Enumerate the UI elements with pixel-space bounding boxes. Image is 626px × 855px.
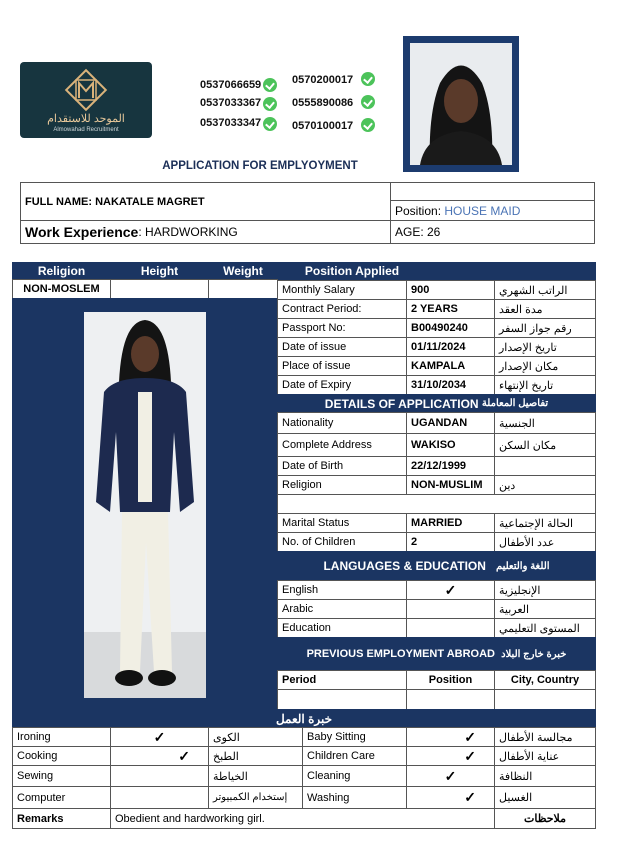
- address-label: Complete Address: [277, 433, 407, 457]
- expiry-date-arabic: تاريخ الإنتهاء: [494, 375, 596, 395]
- phone-number: 0555890086: [292, 97, 354, 109]
- education-check-icon: [406, 618, 495, 638]
- religion-value: NON-MOSLEM: [12, 279, 111, 299]
- period-column-header: Period: [277, 670, 407, 690]
- form-title: APPLICATION FOR EMPLYOYMENT: [162, 160, 358, 172]
- education-label: Education: [277, 618, 407, 638]
- contract-period-label: Contract Period:: [277, 299, 407, 319]
- prev-header-arabic: خبرة خارج البلاد: [501, 648, 567, 660]
- whatsapp-icon: [263, 97, 277, 111]
- passport-label: Passport No:: [277, 318, 407, 338]
- sewing-arabic: الخياطة: [208, 765, 303, 787]
- cooking-check-icon: ✓: [110, 746, 209, 766]
- ironing-check-icon: ✓: [110, 727, 209, 747]
- expiry-date-label: Date of Expiry: [277, 375, 407, 395]
- computer-arabic: إستخدام الكمبيوتر: [208, 786, 303, 809]
- religion-column-header: Religion: [12, 262, 111, 280]
- logo-english-text: Almowahad Recruitment: [53, 127, 119, 133]
- issue-place-arabic: مكان الإصدار: [494, 356, 596, 376]
- cooking-label: Cooking: [12, 746, 111, 766]
- baby-sitting-label: Baby Sitting: [302, 727, 407, 747]
- marital-status-value: MARRIED: [406, 513, 495, 533]
- whatsapp-icon: [361, 72, 375, 86]
- sewing-check-icon: [110, 765, 209, 787]
- blank-detail-row: [277, 494, 596, 514]
- issue-place-value: KAMPALA: [406, 356, 495, 376]
- header-fill: [426, 262, 596, 280]
- passport-value: B00490240: [406, 318, 495, 338]
- arabic-check-icon: [406, 599, 495, 619]
- children-arabic: عدد الأطفال: [494, 532, 596, 552]
- baby-sitting-check-icon: ✓: [406, 727, 495, 747]
- issue-date-arabic: تاريخ الإصدار: [494, 337, 596, 357]
- work-experience-label: Work Experience: [25, 224, 139, 240]
- nationality-arabic: الجنسية: [494, 412, 596, 434]
- phone-number: 0537033367: [200, 97, 262, 109]
- birth-date-value: 22/12/1999: [406, 456, 495, 476]
- english-arabic: الإنجليزية: [494, 580, 596, 600]
- position-label: Position:: [395, 203, 442, 218]
- languages-section-header: [277, 551, 596, 581]
- phone-number: 0570100017: [292, 120, 354, 132]
- position-empty-cell: [406, 689, 495, 710]
- address-value: WAKISO: [406, 433, 495, 457]
- children-value: 2: [406, 532, 495, 552]
- full-body-photo: [84, 312, 206, 698]
- remarks-label: Remarks: [12, 808, 111, 829]
- arabic-label: Arabic: [277, 599, 407, 619]
- contract-period-value: 2 YEARS: [406, 299, 495, 319]
- full-body-figure-icon: [84, 312, 206, 698]
- salary-label: Monthly Salary: [277, 280, 407, 300]
- cleaning-check-icon: ✓: [406, 765, 495, 787]
- details-section-header: [277, 394, 596, 413]
- children-label: No. of Children: [277, 532, 407, 552]
- sewing-label: Sewing: [12, 765, 111, 787]
- position-value: HOUSE MAID: [444, 203, 521, 218]
- education-arabic: المستوى التعليمي: [494, 618, 596, 638]
- cooking-arabic: الطبخ: [208, 746, 303, 766]
- weight-value: [208, 279, 278, 299]
- children-care-label: Children Care: [302, 746, 407, 766]
- remarks-arabic: ملاحظات: [494, 808, 596, 829]
- logo-emblem-icon: [64, 68, 108, 112]
- cleaning-label: Cleaning: [302, 765, 407, 787]
- languages-header-arabic: اللغة والتعليم: [495, 560, 550, 572]
- city-column-header: City, Country: [494, 670, 596, 690]
- religion-arabic: دين: [494, 475, 596, 495]
- city-empty-cell: [494, 689, 596, 710]
- work-experience-value: : HARDWORKING: [138, 225, 238, 239]
- portrait-photo: [403, 36, 519, 172]
- details-header-english: DETAILS OF APPLICATION: [324, 396, 479, 411]
- religion-detail-value: NON-MUSLIM: [406, 475, 495, 495]
- remarks-value: Obedient and hardworking girl.: [110, 808, 495, 829]
- position-column-header: Position: [406, 670, 495, 690]
- work-experience-section-header: خبرة العمل: [12, 709, 596, 728]
- issue-place-label: Place of issue: [277, 356, 407, 376]
- prev-header-english: PREVIOUS EMPLOYMENT ABROAD: [306, 648, 496, 660]
- phone-number: 0570200017: [292, 74, 354, 86]
- washing-label: Washing: [302, 786, 407, 809]
- period-empty-cell: [277, 689, 407, 710]
- ironing-arabic: الكوى: [208, 727, 303, 747]
- issue-date-label: Date of issue: [277, 337, 407, 357]
- logo-arabic-text: الموحد للاستقدام: [47, 113, 125, 125]
- phone-number: 0537033347: [200, 117, 262, 129]
- salary-value: 900: [406, 280, 495, 300]
- contract-period-arabic: مدة العقد: [494, 299, 596, 319]
- birth-date-label: Date of Birth: [277, 456, 407, 476]
- children-care-arabic: عناية الأطفال: [494, 746, 596, 766]
- birth-date-arabic: [494, 456, 596, 476]
- weight-column-header: Weight: [208, 262, 278, 280]
- nationality-label: Nationality: [277, 412, 407, 434]
- baby-sitting-arabic: مجالسة الأطفال: [494, 727, 596, 747]
- position-field: [390, 200, 595, 221]
- company-logo: [20, 62, 152, 138]
- expiry-date-value: 31/10/2034: [406, 375, 495, 395]
- position-applied-header: Position Applied: [277, 262, 427, 280]
- cleaning-arabic: النظافة: [494, 765, 596, 787]
- height-value: [110, 279, 209, 299]
- phone-number: 0537066659: [200, 79, 262, 91]
- height-column-header: Height: [110, 262, 209, 280]
- washing-check-icon: ✓: [406, 786, 495, 809]
- languages-header-english: LANGUAGES & EDUCATION: [323, 559, 486, 573]
- previous-employment-header: [277, 637, 596, 671]
- header-blank-cell: [390, 182, 595, 201]
- religion-label: Religion: [277, 475, 407, 495]
- ironing-label: Ironing: [12, 727, 111, 747]
- portrait-figure-icon: [410, 43, 512, 165]
- whatsapp-icon: [263, 117, 277, 131]
- passport-arabic: رقم جواز السفر: [494, 318, 596, 338]
- arabic-arabic: العربية: [494, 599, 596, 619]
- details-header-arabic: تفاصيل المعاملة: [481, 398, 549, 409]
- issue-date-value: 01/11/2024: [406, 337, 495, 357]
- computer-label: Computer: [12, 786, 111, 809]
- marital-status-arabic: الحالة الإجتماعية: [494, 513, 596, 533]
- salary-arabic: الراتب الشهري: [494, 280, 596, 300]
- children-care-check-icon: ✓: [406, 746, 495, 766]
- full-name-field: FULL NAME: NAKATALE MAGRET: [20, 182, 391, 221]
- work-experience-field: [20, 220, 391, 244]
- age-field: AGE: 26: [390, 220, 595, 244]
- english-label: English: [277, 580, 407, 600]
- english-check-icon: ✓: [406, 580, 495, 600]
- whatsapp-icon: [263, 78, 277, 92]
- washing-arabic: الغسيل: [494, 786, 596, 809]
- whatsapp-icon: [361, 95, 375, 109]
- whatsapp-icon: [361, 118, 375, 132]
- nationality-value: UGANDAN: [406, 412, 495, 434]
- computer-check-icon: [110, 786, 209, 809]
- address-arabic: مكان السكن: [494, 433, 596, 457]
- marital-status-label: Marital Status: [277, 513, 407, 533]
